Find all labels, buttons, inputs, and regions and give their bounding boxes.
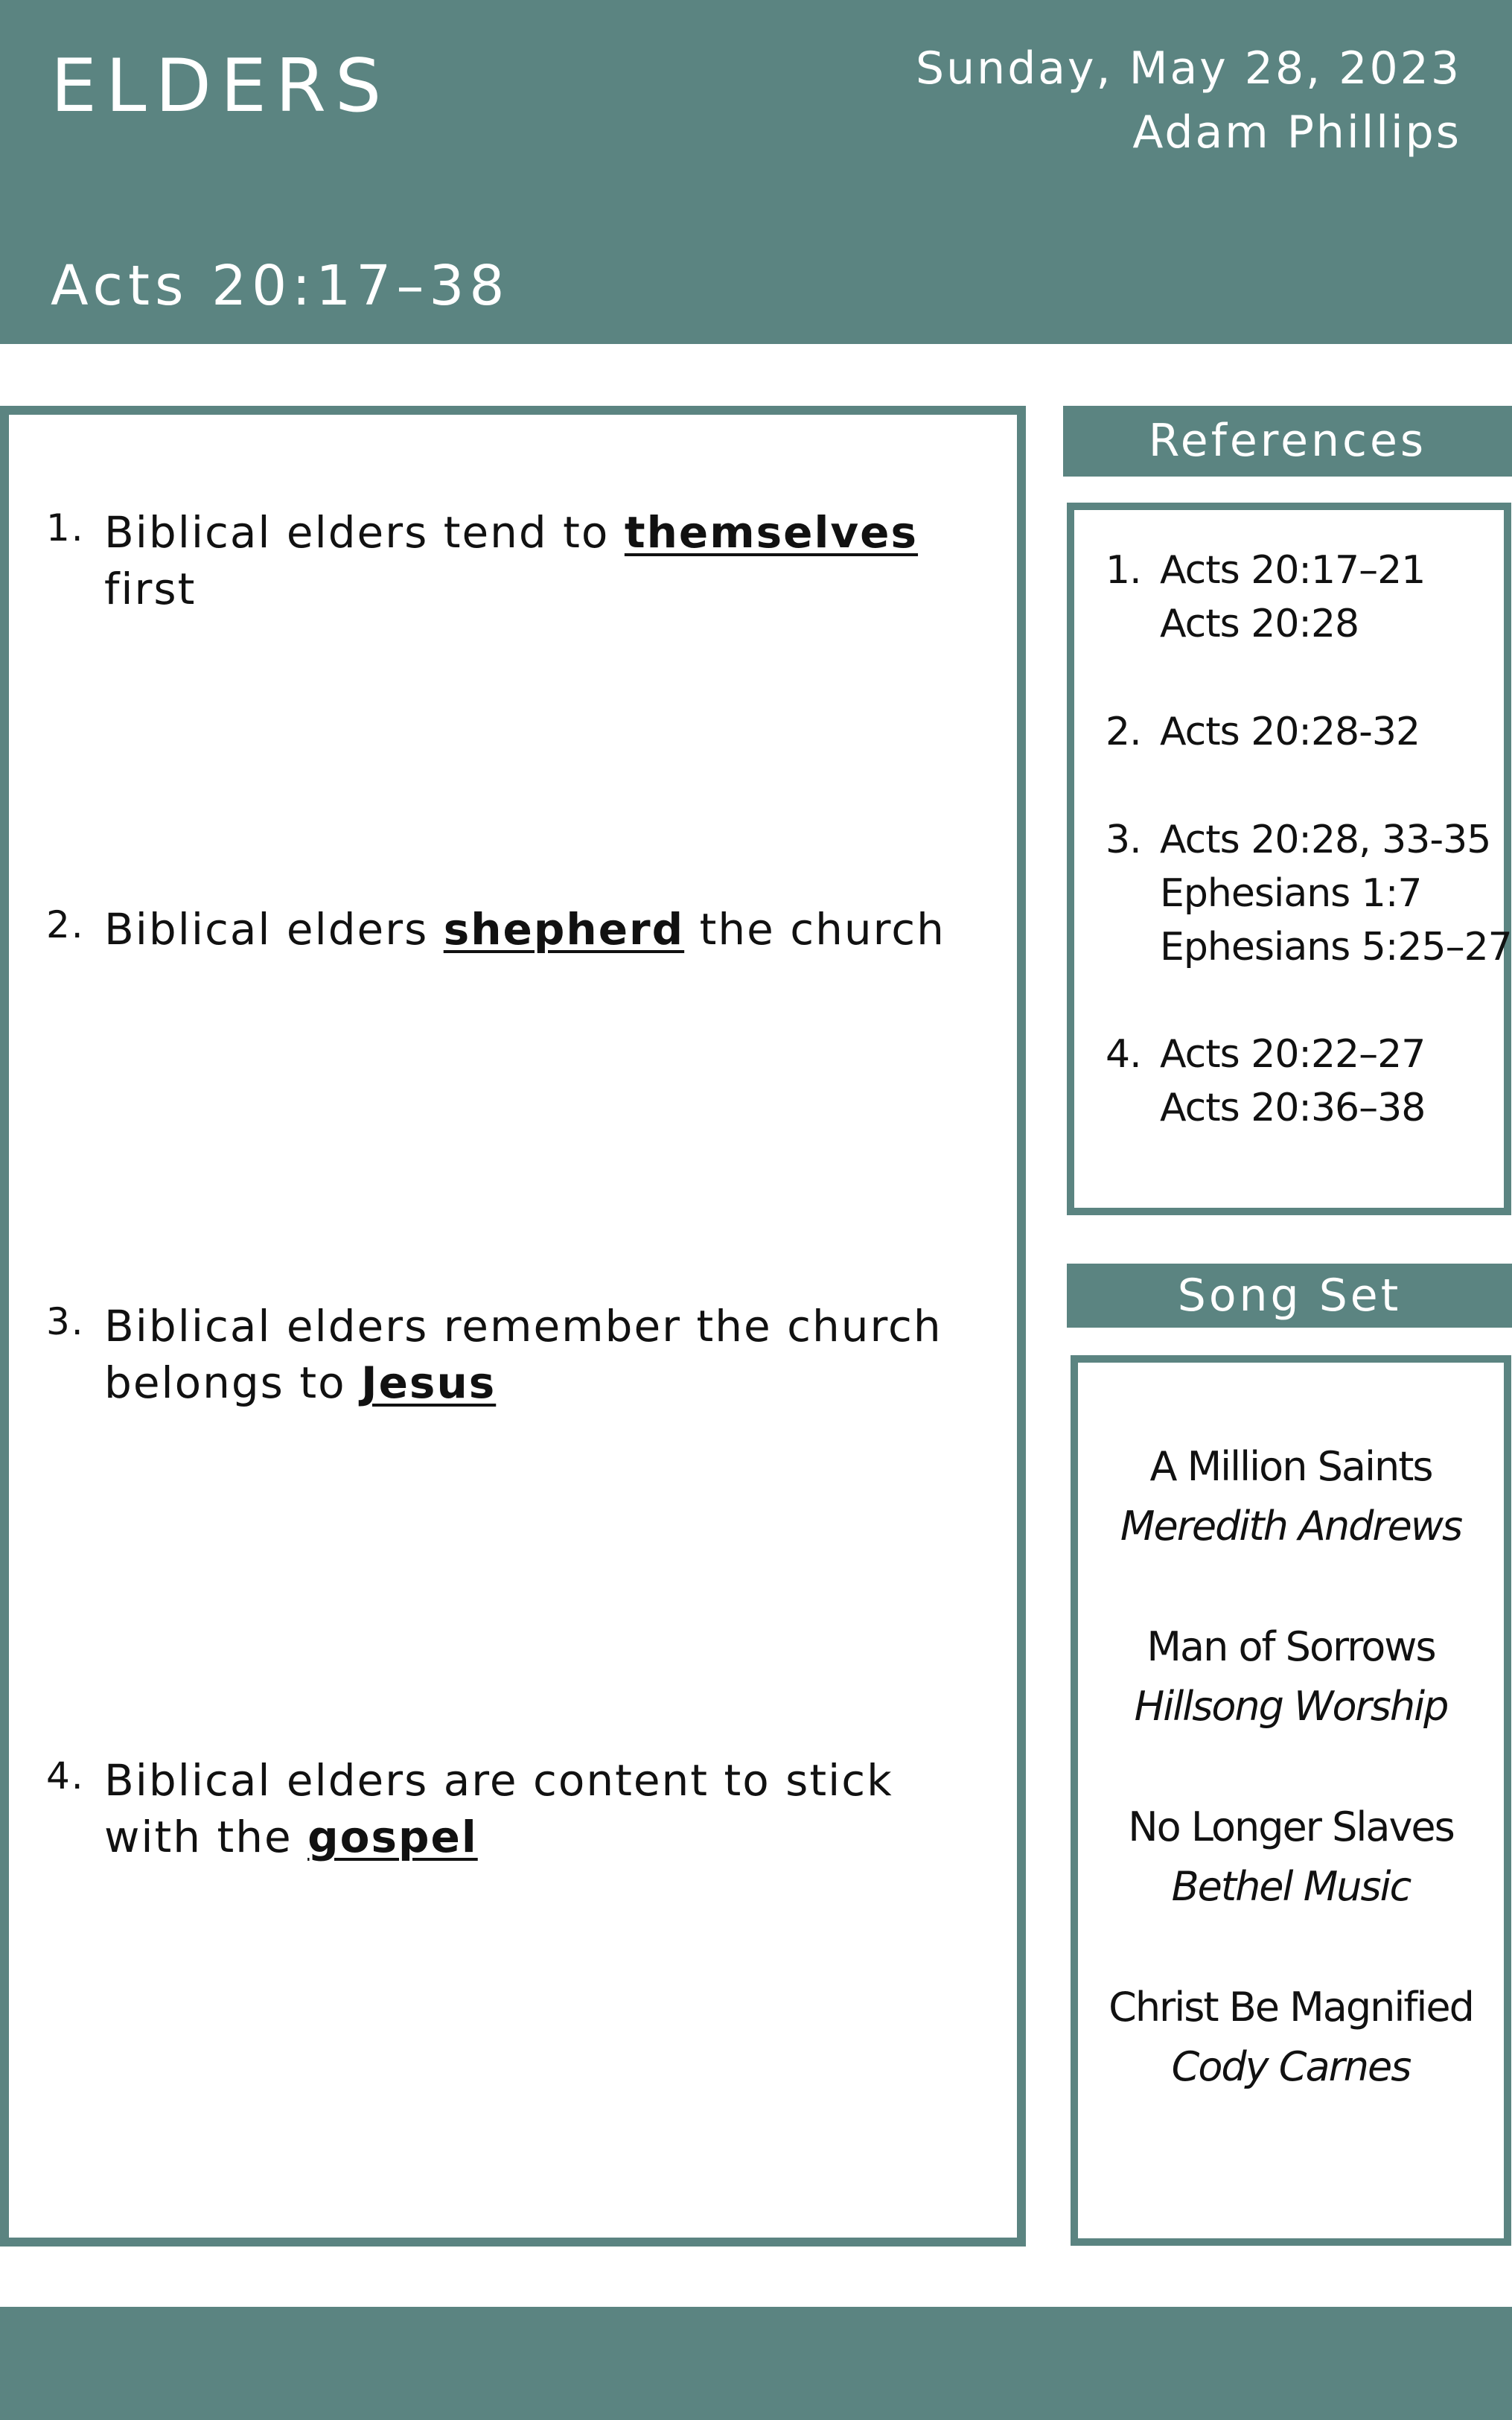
point-text-after: first xyxy=(104,564,197,614)
point-keyword: Jesus xyxy=(361,1357,497,1408)
point-text-before: Biblical elders xyxy=(104,904,444,955)
reference-line: Ephesians 5:25–27 xyxy=(1160,925,1512,969)
point-number: 1. xyxy=(46,506,85,550)
reference-number: 1. xyxy=(1106,548,1141,593)
sermon-point-4 xyxy=(46,1752,969,1865)
reference-line: Acts 20:22–27 xyxy=(1160,1032,1426,1077)
reference-number: 3. xyxy=(1106,818,1141,862)
song-item xyxy=(1078,1437,1504,1556)
song-title: Man of Sorrows xyxy=(1146,1623,1435,1670)
point-number: 4. xyxy=(46,1754,85,1798)
reference-line: Acts 20:28 xyxy=(1160,602,1359,646)
reference-line: Acts 20:17–21 xyxy=(1160,548,1426,593)
scripture-passage: Acts 20:17–38 xyxy=(51,254,510,318)
song-set-panel xyxy=(1071,1355,1511,2246)
point-text-after: the church xyxy=(684,904,945,955)
sermon-notes-panel xyxy=(0,406,1026,2247)
point-number: 3. xyxy=(46,1300,85,1343)
point-text xyxy=(104,504,969,617)
reference-line: Acts 20:36–38 xyxy=(1160,1086,1426,1130)
references-heading: References xyxy=(1063,406,1512,477)
song-artist: Bethel Music xyxy=(1171,1863,1411,1910)
song-item xyxy=(1078,1798,1504,1917)
reference-number: 2. xyxy=(1106,710,1141,754)
point-keyword: shepherd xyxy=(443,904,685,955)
header-banner xyxy=(0,0,1512,344)
song-artist: Meredith Andrews xyxy=(1120,1503,1462,1550)
sermon-point-1 xyxy=(46,504,969,617)
song-item xyxy=(1078,1617,1504,1736)
point-text-before: Biblical elders remember the church belongs to xyxy=(104,1301,942,1408)
reference-line: Ephesians 1:7 xyxy=(1160,871,1422,916)
point-number: 2. xyxy=(46,903,85,946)
reference-number: 4. xyxy=(1106,1032,1141,1077)
song-title: A Million Saints xyxy=(1149,1443,1432,1490)
point-text-before: Biblical elders tend to xyxy=(104,507,625,558)
song-title: Christ Be Magnified xyxy=(1109,1984,1473,2031)
references-panel xyxy=(1067,503,1511,1215)
song-artist: Hillsong Worship xyxy=(1134,1683,1448,1730)
reference-line: Acts 20:28-32 xyxy=(1160,710,1420,754)
sermon-point-3 xyxy=(46,1298,969,1411)
song-set-heading: Song Set xyxy=(1067,1264,1512,1328)
song-title: No Longer Slaves xyxy=(1128,1803,1454,1850)
sermon-point-2 xyxy=(46,901,969,958)
speaker-name: Adam Phillips xyxy=(1132,106,1461,159)
sermon-title: ELDERS xyxy=(51,44,391,129)
sermon-date: Sunday, May 28, 2023 xyxy=(916,42,1461,95)
point-keyword: themselves xyxy=(624,507,919,558)
point-text xyxy=(104,901,969,958)
song-item xyxy=(1078,1978,1504,2097)
point-keyword: gospel xyxy=(307,1812,478,1862)
point-text-before: Biblical elders are content to stick with the xyxy=(104,1755,893,1862)
point-text xyxy=(104,1298,969,1411)
song-artist: Cody Carnes xyxy=(1171,2043,1411,2090)
point-text xyxy=(104,1752,969,1865)
footer-bar xyxy=(0,2307,1512,2420)
reference-line: Acts 20:28, 33-35 xyxy=(1160,818,1491,862)
